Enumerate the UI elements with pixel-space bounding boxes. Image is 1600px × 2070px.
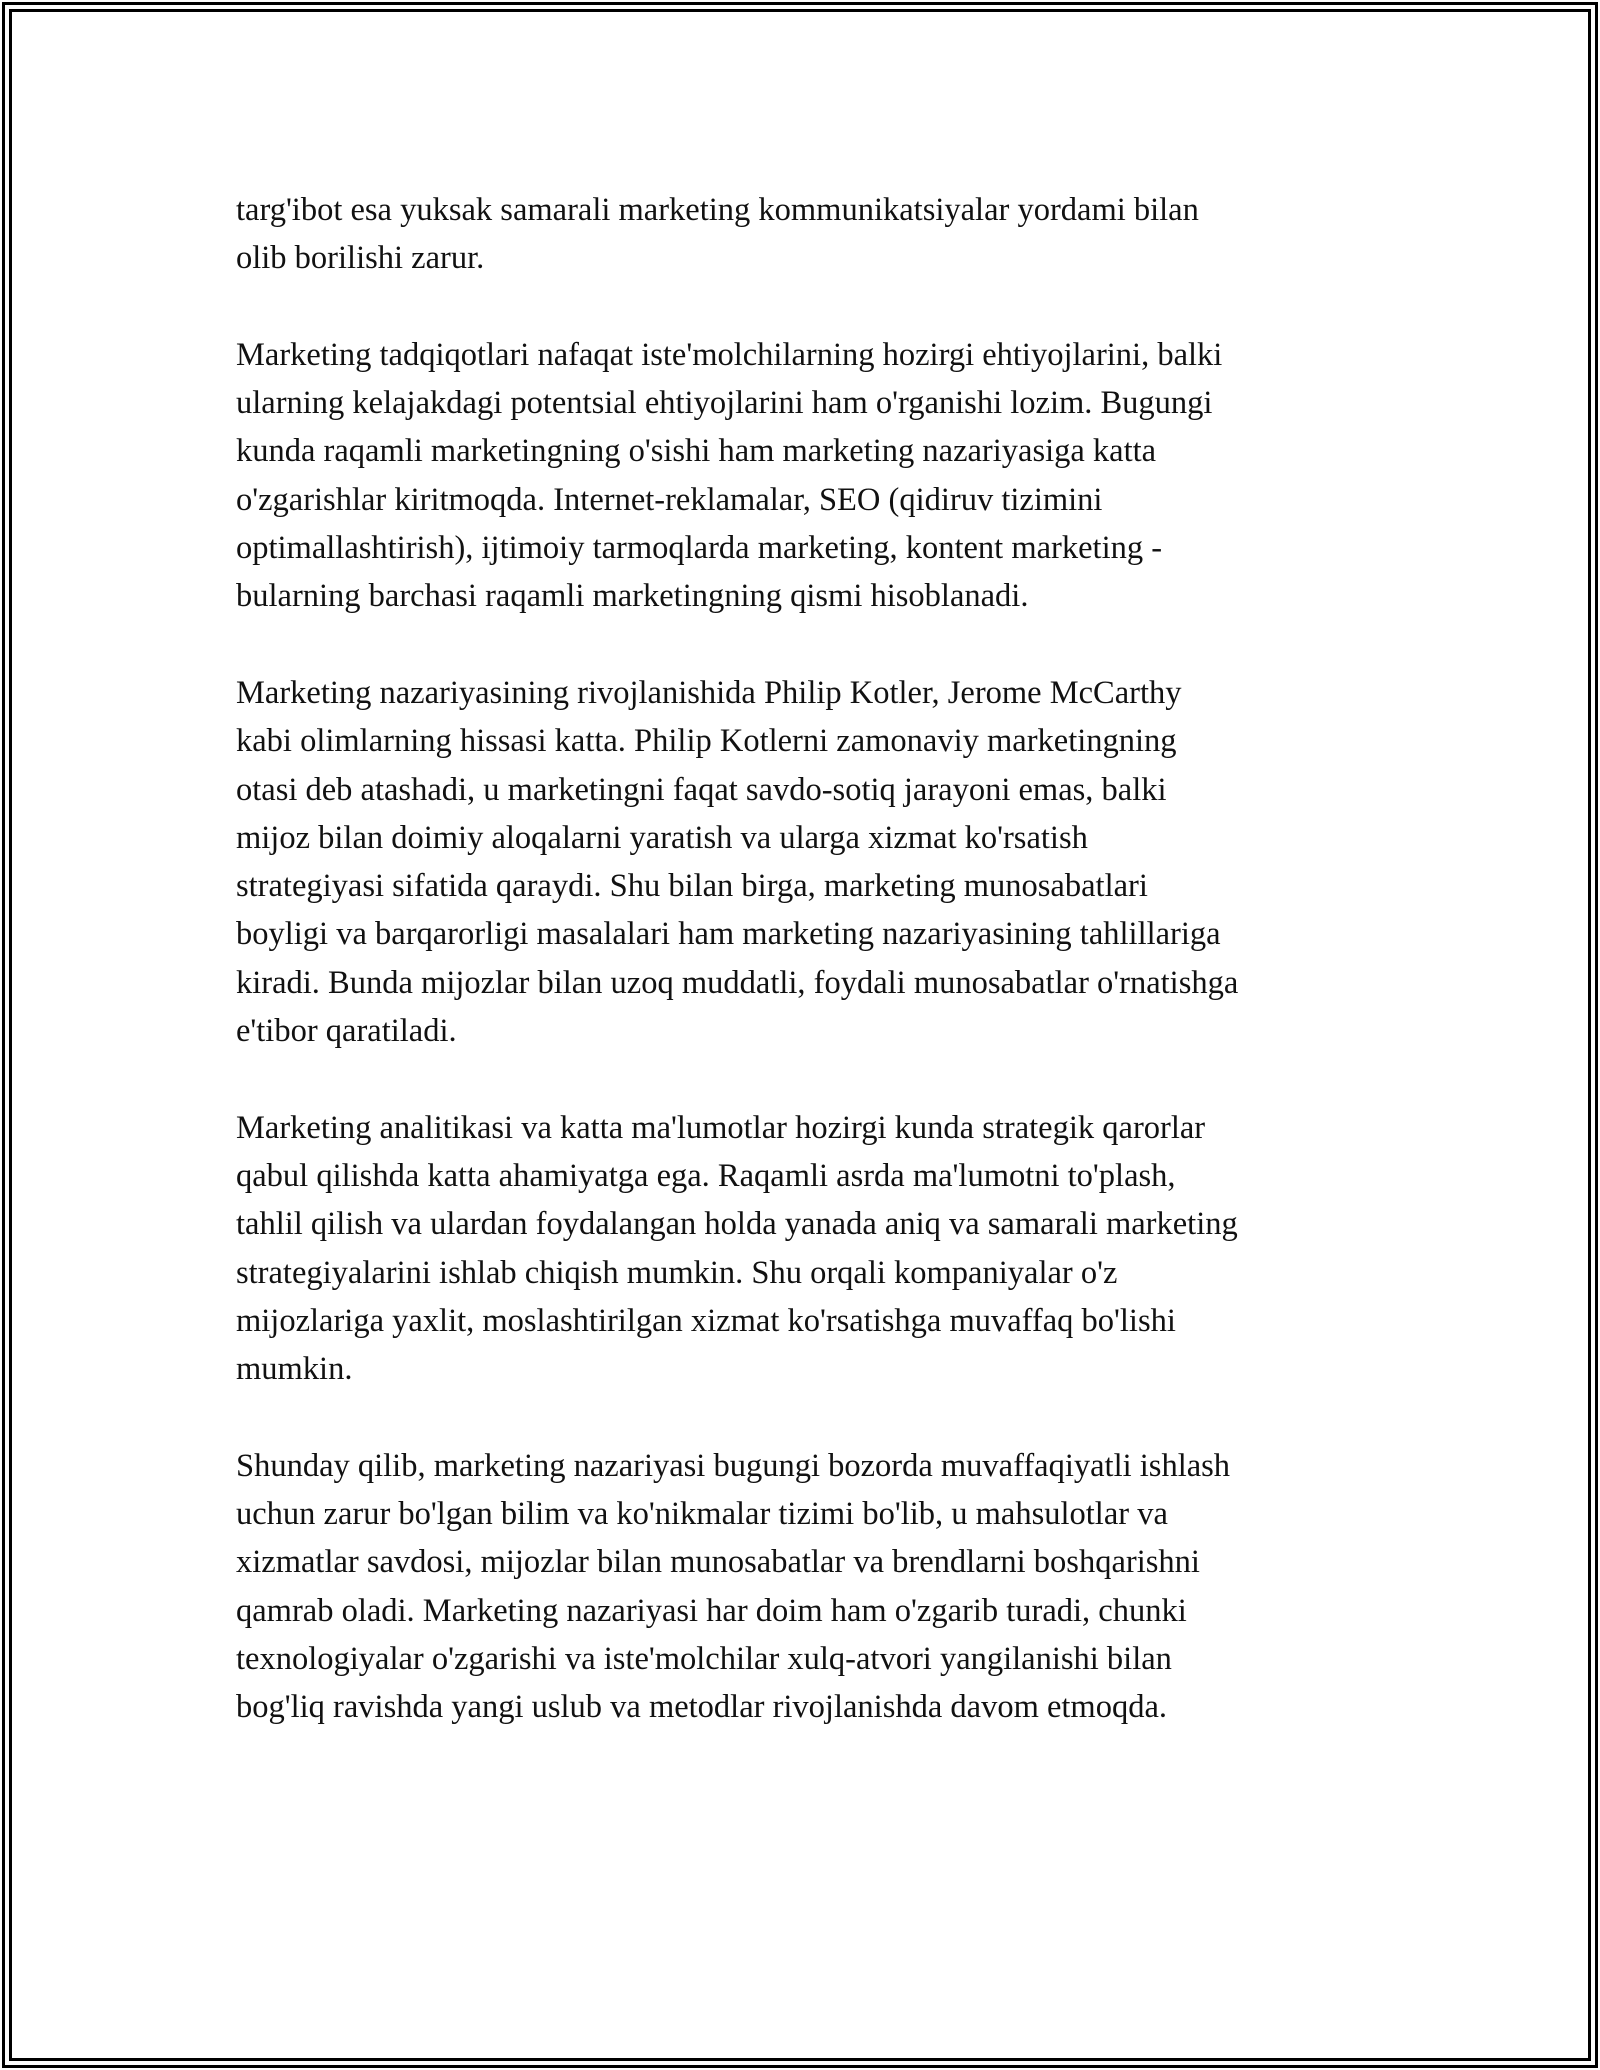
paragraph-1: targ'ibot esa yuksak samarali marketing kommunikatsiyalar yordami bilan olib borilishi zarur. bbox=[236, 192, 1199, 277]
paragraph-2: Marketing tadqiqotlari nafaqat iste'molchilarning hozirgi ehtiyojlarini, balki ularning kelajakdagi potentsial ehtiyojlarini ham o'rganishi lozim. Bugungi kunda raqamli marketingning o'sishi ham marketing nazariyasiga katta o'zgarishlar kiritmoqda. Internet-reklamalar, SEO (qidiruv tizimini optimallashtirish), ijtimoiy tarmoqlarda marketing, kontent marketing - bularning barchasi raqamli marketingning qismi hisoblanadi. bbox=[236, 336, 1223, 615]
paragraph-5: Shunday qilib, marketing nazariyasi bugungi bozorda muvaffaqiyatli ishlash uchun zarur bo'lgan bilim va ko'nikmalar tizimi bo'lib, u mahsulotlar va xizmatlar savdosi, mijozlar bilan munosabatlar va brendlarni boshqarishni qamrab oladi. Marketing nazariyasi har doim ham o'zgarib turadi, chunki texnologiyalar o'zgarishi va iste'molchilar xulq-atvori yangilanishi bilan bog'liq ravishda yangi uslub va metodlar rivojlanishda davom etmoqda. bbox=[236, 1447, 1231, 1726]
document-body bbox=[236, 186, 1376, 1780]
paragraph-4: Marketing analitikasi va katta ma'lumotlar hozirgi kunda strategik qarorlar qabul qilishda katta ahamiyatga ega. Raqamli asrda ma'lumotni to'plash, tahlil qilish va ulardan foydalangan holda yanada aniq va samarali marketing strategiyalarini ishlab chiqish mumkin. Shu orqali kompaniyalar o'z mijozlariga yaxlit, moslashtirilgan xizmat ko'rsatishga muvaffaq bo'lishi mumkin. bbox=[236, 1109, 1238, 1388]
paragraph-3: Marketing nazariyasining rivojlanishida Philip Kotler, Jerome McCarthy kabi olimlarning hissasi katta. Philip Kotlerni zamonaviy marketingning otasi deb atashadi, u marketingni faqat savdo-sotiq jarayoni emas, balki mijoz bilan doimiy aloqalarni yaratish va ularga xizmat ko'rsatish strategiyasi sifatida qaraydi. Shu bilan birga, marketing munosabatlari boyligi va barqarorligi masalalari ham marketing nazariyasining tahlillariga kiradi. Bunda mijozlar bilan uzoq muddatli, foydali munosabatlar o'rnatishga e'tibor qaratiladi. bbox=[236, 674, 1239, 1050]
